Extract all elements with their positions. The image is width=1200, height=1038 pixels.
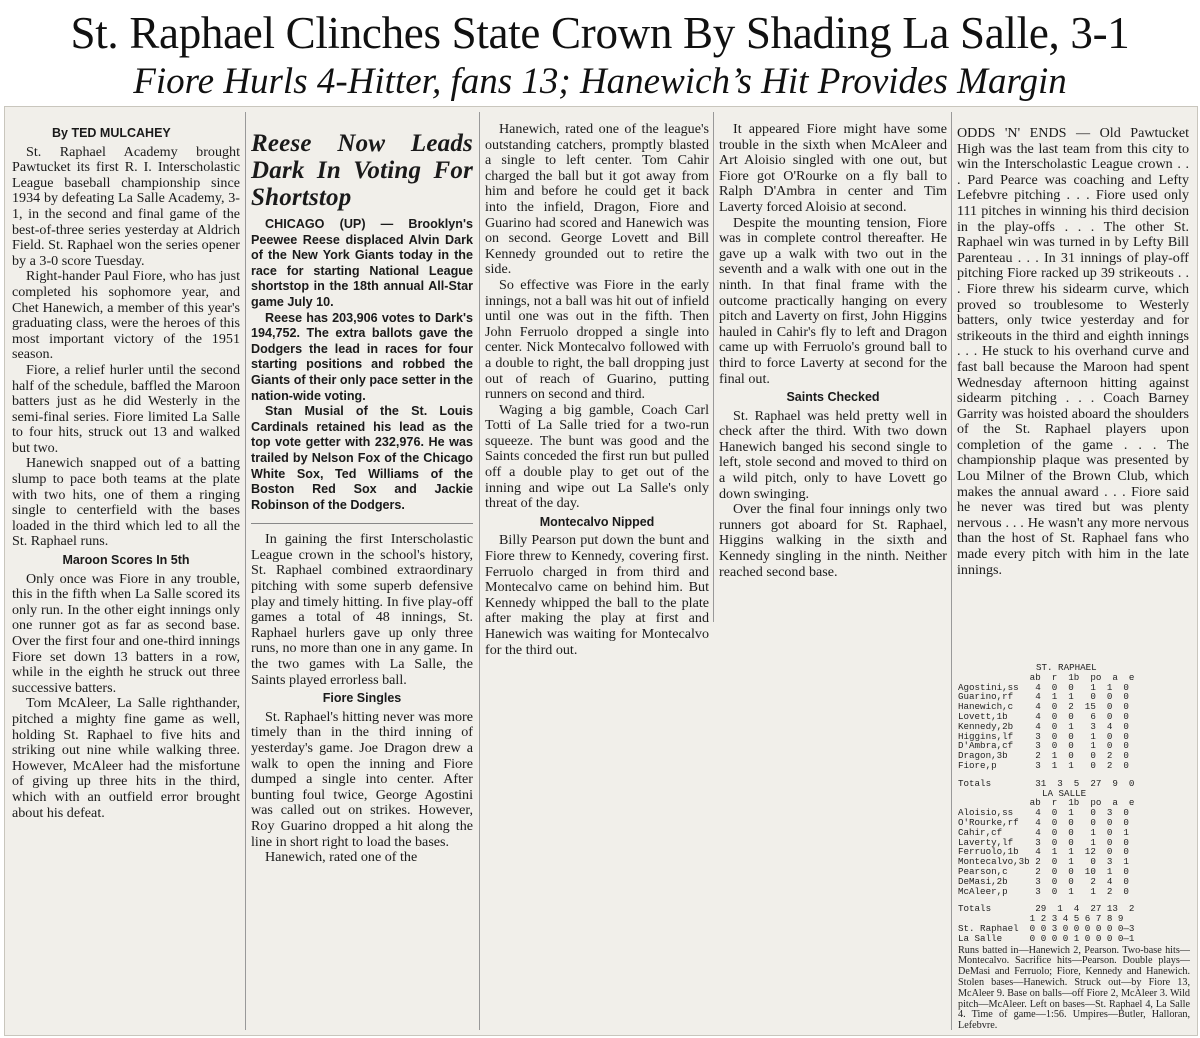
table-row: Hanewich,c 4 0 2 15 0 0 (958, 701, 1129, 713)
line-score-la-salle: La Salle 0 0 0 0 1 0 0 0 0—1 (958, 932, 1135, 944)
column-rule (713, 112, 714, 622)
subhead: Fiore Singles (322, 691, 402, 706)
innings-header: 1 2 3 4 5 6 7 8 9 (958, 913, 1124, 925)
paragraph: Hanewich, rated one of the league's outstanding catchers, promptly blasted a single to left center. Tom Cahir charged the ball but it got away from him and before he could get it back into the infield, Dragon, Fiore and Guarino had scored and Hanewich was on second. George Lovett and Bill Kennedy grounded out to retire the side. (485, 121, 709, 278)
paragraph: Hanewich snapped out of a batting slump to pace both teams at the plate with two hits, one of them a ringing single to centerfield with the bases loaded in the third which led to all the St. Raphael runs. (12, 455, 240, 550)
team2-totals: Totals 29 1 4 27 13 2 (958, 903, 1135, 915)
subheadline: Fiore Hurls 4-Hitter, fans 13; Hanewich’s Hit Provides Margin (133, 61, 1067, 102)
table-row: Kennedy,2b 4 0 1 3 4 0 (958, 720, 1129, 732)
column-rule (245, 112, 246, 1030)
table-row: McAleer,p 3 0 1 1 2 0 (958, 885, 1129, 897)
paragraph: St. Raphael's hitting never was more timely than in the third inning of yesterday's game. Joe Dragon drew a walk to open the inning and Fiore dumped a single into center. After bunting foul twice, George Agostini was called out on strikes. However, Roy Guarino dropped a hit along the line in short right to load the bases. (251, 708, 473, 850)
table-row: Aloisio,ss 4 0 1 0 3 0 (958, 807, 1129, 819)
box-score-notes: Runs batted in—Hanewich 2, Pearson. Two-base hits—Montecalvo. Sacrifice hits—Pearson. Double plays—DeMasi and Ferruolo; Fiore, Kennedy and Hanewich. Stolen bases—Hanewich. Struck out—by Fiore 13, McAleer 9. Base on balls—off Fiore 2, McAleer 3. Wild pitch—McAleer. Left on bases—St. Raphael 4, La Salle 4. Time of game—1:56. Umpires—Butler, Halloran, Lefebvre. (958, 944, 1190, 1032)
paragraph: Stan Musial of the St. Louis Cardinals retained his lead as the top vote getter with 232,976. He was trailed by Nelson Fox of the Chicago White Sox, Ted Williams of the Boston Red Sox and Jackie Robinson of the Dodgers. (251, 404, 473, 512)
paragraph: Over the final four innings only two runners got aboard for St. Raphael, Higgins walking in the sixth and Kennedy singling in the ninth. Neither reached second base. (719, 501, 947, 580)
reese-headline: Reese Now Leads Dark In Voting For Shortstop (251, 130, 473, 211)
table-row: Dragon,3b 2 1 0 0 2 0 (958, 750, 1129, 762)
byline: By TED MULCAHEY (52, 126, 171, 140)
article-column-4 (719, 122, 947, 580)
paragraph: St. Raphael was held pretty well in check after the third. With two down Hanewich banged his second single to left, stole second and moved to third on a wild pitch, only to have Lovett go down swinging. (719, 407, 947, 502)
table-row: Fiore,p 3 1 1 0 2 0 (958, 759, 1129, 771)
paragraph: In gaining the first Interscholastic League crown in the school's history, St. Raphael combined extraordinary pitching with some superb defensive play and timely hitting. In five play-off games a total of 48 innings, St. Raphael hurlers gave up only three runs, no more than one in any game. In the two games with La Salle, the Saints played errorless ball. (251, 531, 473, 688)
paragraph: Waging a big gamble, Coach Carl Totti of La Salle tried for a two-run squeeze. The bunt was good and the Saints conceded the first run but pulled off a double play to get out of the inning and wipe out La Salle's only threat of the day. (485, 401, 709, 512)
team1-header: ab r 1b po a e (958, 671, 1135, 683)
table-row: Montecalvo,3b 2 0 1 0 3 1 (958, 856, 1129, 868)
table-row: D'Ambra,cf 3 0 0 1 0 0 (958, 740, 1129, 752)
paragraph: Tom McAleer, La Salle righthander, pitched a mighty fine game as well, holding St. Raphael to five hits and striking out nine while walking three. However, McAleer had the misfortune of giving up three hits in the third, which with an outfield error brought about his defeat. (12, 695, 240, 821)
paragraph: St. Raphael Academy brought Pawtucket its first R. I. Interscholastic League baseball championship since 1934 by defeating La Salle Academy, 3-1, in the second and final game of the best-of-three series yesterday at Aldrich Field. St. Raphael won the series opener by a 3-0 score Tuesday. (12, 143, 240, 269)
column-rule (951, 112, 952, 1030)
team2-header: ab r 1b po a e (958, 797, 1135, 809)
headline: St. Raphael Clinches State Crown By Shading La Salle, 3-1 (70, 8, 1130, 58)
line-score-st-raphael: St. Raphael 0 0 3 0 0 0 0 0 0—3 (958, 922, 1135, 934)
header (0, 0, 1200, 104)
reese-story (251, 130, 473, 513)
section-divider (251, 523, 473, 524)
team1-totals: Totals 31 3 5 27 9 0 (958, 777, 1135, 789)
paragraph: Hanewich, rated one of the (265, 849, 418, 866)
table-row: Agostini,ss 4 0 0 1 1 0 (958, 681, 1129, 693)
paragraph: So effective was Fiore in the early innings, not a ball was hit out of infield until one was out in the fifth. Then John Ferruolo dropped a single into center. Nick Montecalvo followed with a double to right, the ball dropping just out of reach of Guarino, putting runners on second and third. (485, 276, 709, 403)
article-column-1 (12, 126, 240, 821)
paragraph: Only once was Fiore in any trouble, this in the fifth when La Salle scored its only run. In the other eight innings only one runner got as far as second base. Over the first four and one-third innings Fiore set down 13 batters in a row, while in the eighth he struck out three successive batters. (12, 570, 240, 696)
team2-rows (958, 808, 1190, 896)
paragraph: Despite the mounting tension, Fiore was in complete control thereafter. He gave up a walk with two out in the seventh and a walk with one out in the ninth. In that final frame with the outcome practically hanging on every pitch and Laverty on first, John Higgins hauled in Cahir's fly to left and Dragon came up with Ferruolo's ground ball to third to force Laverty at second for the final out. (719, 214, 947, 387)
table-row: DeMasi,2b 3 0 0 2 4 0 (958, 875, 1129, 887)
team2-title: LA SALLE (1042, 787, 1087, 799)
subhead: Montecalvo Nipped (539, 514, 655, 529)
table-row: O'Rourke,rf 4 0 0 0 0 0 (958, 816, 1129, 828)
table-row: Laverty,lf 3 0 0 1 0 0 (958, 836, 1129, 848)
paragraph: Billy Pearson put down the bunt and Fiore threw to Kennedy, covering first. Ferruolo charged in from third and Montecalvo came on behind him. But Kennedy whipped the ball to the plate after making the play at first and Hanewich was waiting for Montecalvo for the third out. (485, 532, 709, 658)
paragraph: Reese has 203,906 votes to Dark's 194,752. The extra ballots gave the Dodgers the lead in races for four starting positions and robbed the Giants of their only pace setter in the nation-wide voting. (251, 310, 473, 403)
odds-n-ends: ODDS 'N' ENDS — Old Pawtucket High was the last team from this city to win the Interscholastic League crown . . . Pard Pearce was coaching and Lefty Lefebvre pitching . . . Fiore used only 111 pitches in winning his third decision in the play-offs . . . The other St. Raphael win was turned in by Lefty Bill Parenteau . . . In 31 innings of play-off pitching Fiore racked up 39 strikeouts . . . Fiore threw his sidearm curve, which proved so troublesome to Westerly batters, only twice yesterday and for strikeouts in the third and eighth innings . . . He stuck to his overhand curve and fast ball because the Maroon had spent Wednesday afternoon hitting against sidearm pitching . . . Coach Barney Garrity was hoisted aboard the shoulders of the St. Raphael players upon completion of the game . . . The championship plaque was presented by Lou Milner of the Brown Club, which makes the annual award . . . Fiore said he never was tired but was plenty nervous . . . He wasn't any more nervous than the host of St. Raphael fans who made every pitch with him in the late innings. (957, 125, 1189, 578)
table-row: Cahir,cf 4 0 0 1 0 1 (958, 826, 1129, 838)
table-row: Pearson,c 2 0 0 10 1 0 (958, 865, 1129, 877)
table-row: Ferruolo,1b 4 1 1 12 0 0 (958, 846, 1129, 858)
subhead: Saints Checked (786, 390, 880, 405)
column-rule (479, 112, 480, 1030)
table-row: Lovett,1b 4 0 0 6 0 0 (958, 710, 1129, 722)
paragraph: Fiore, a relief hurler until the second half of the schedule, baffled the Maroon batters just as he did Westerly in the semi-final series. Fiore limited La Salle to four hits, struck out 13 and walked but two. (12, 361, 240, 456)
box-score (958, 663, 1190, 1032)
table-row: Guarino,rf 4 1 1 0 0 0 (958, 691, 1129, 703)
team1-title: ST. RAPHAEL (1036, 662, 1097, 673)
article-column-5 (957, 126, 1189, 578)
table-row: Higgins,lf 3 0 0 1 0 0 (958, 730, 1129, 742)
paragraph: Right-hander Paul Fiore, who has just completed his sophomore year, and Chet Hanewich, a member of this year's graduating class, were the heroes of this most important victory of the 1951 season. (12, 268, 240, 363)
paragraph: CHICAGO (UP) — Brooklyn's Peewee Reese displaced Alvin Dark of the New York Giants today in the race for starting National League shortstop in the 18th annual All-Star game July 10. (251, 217, 473, 309)
article-column-3 (485, 122, 709, 658)
article-column-2 (251, 130, 473, 866)
team1-rows (958, 683, 1190, 771)
paragraph: It appeared Fiore might have some trouble in the sixth when McAleer and Art Aloisio singled with one out, but Fiore got O'Rourke on a fly ball to Ralph D'Ambra in center and Tim Laverty forced Aloisio at second. (719, 121, 947, 215)
subhead: Maroon Scores In 5th (62, 553, 190, 568)
